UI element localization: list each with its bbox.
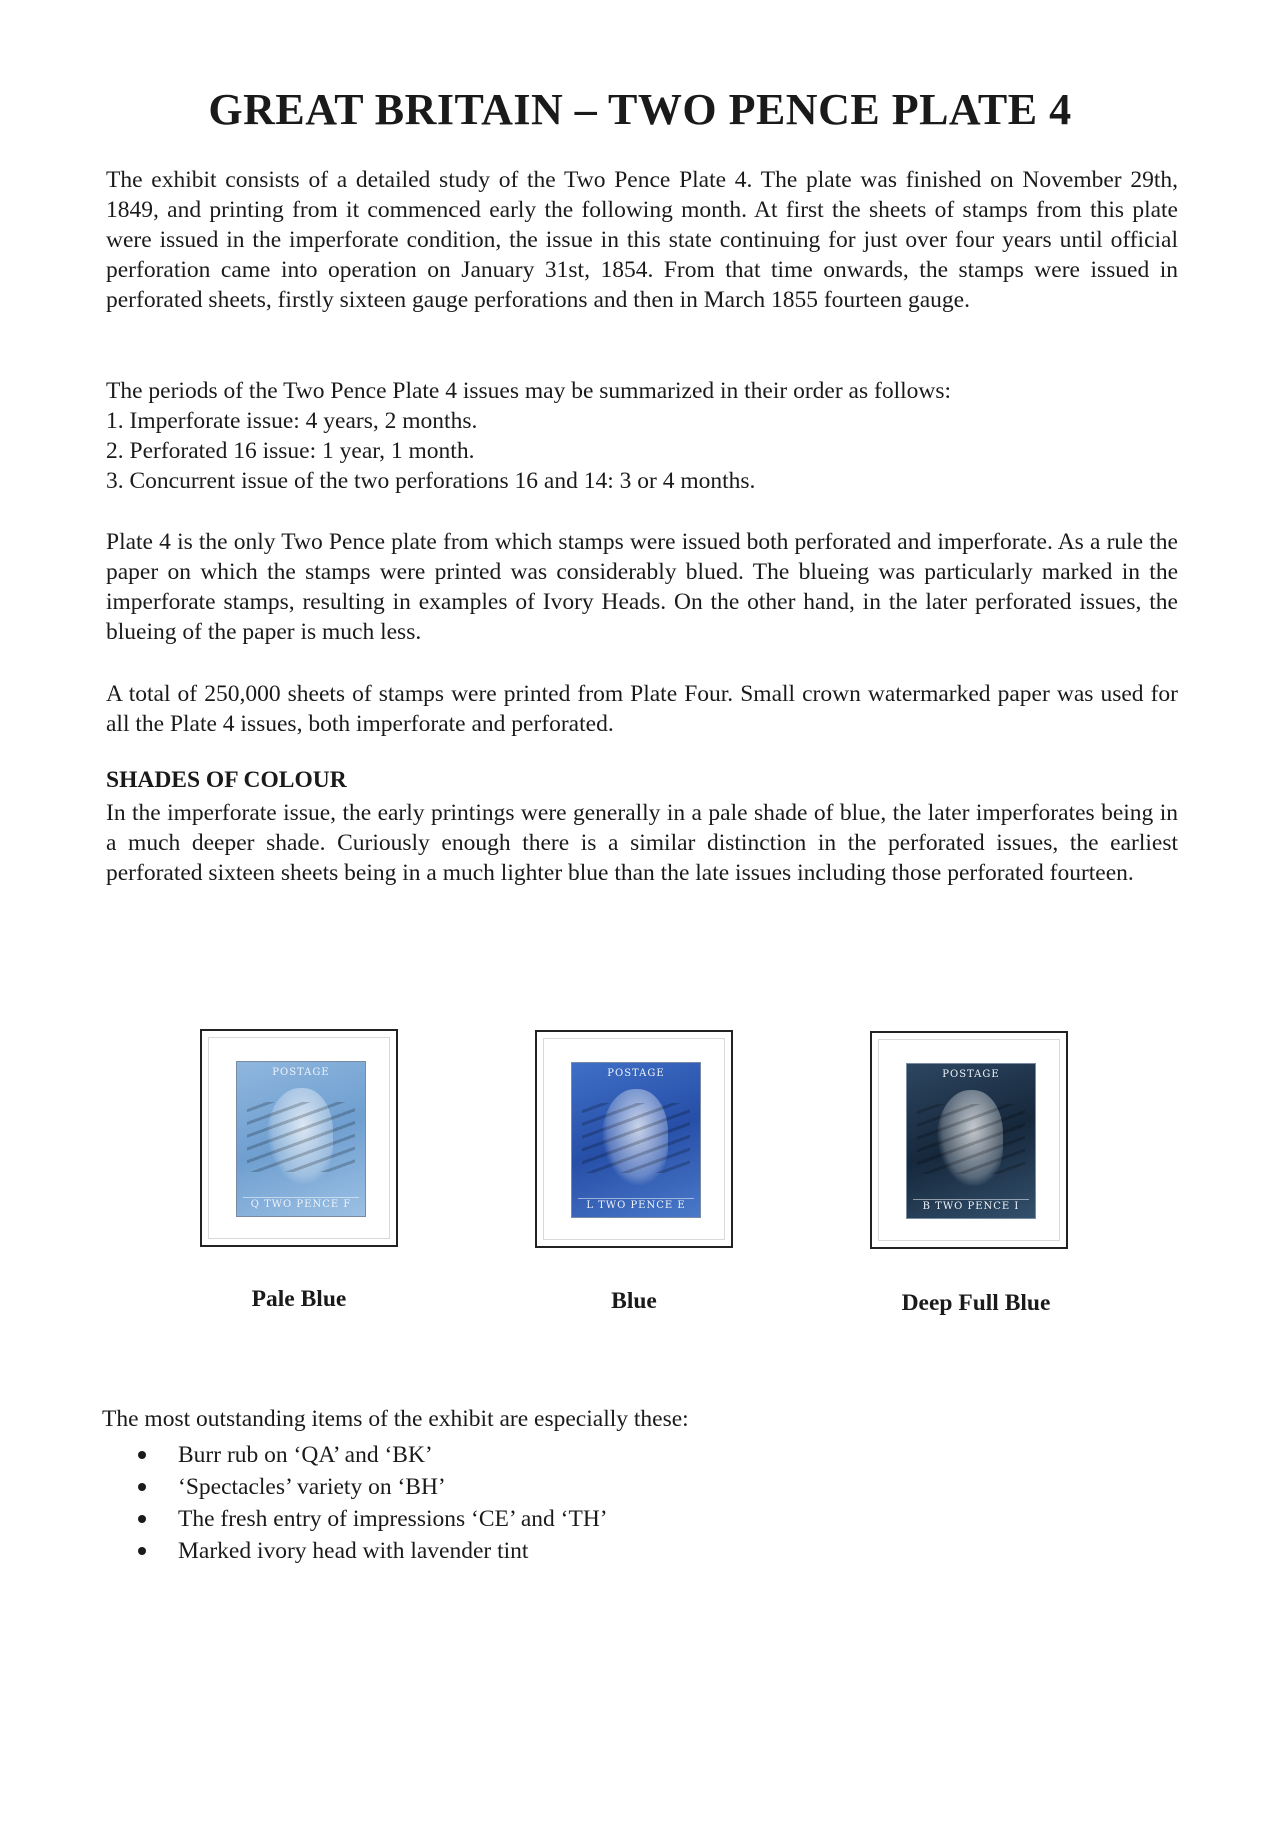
stamp-top-label: POSTAGE: [607, 1068, 665, 1079]
bullet-icon: [138, 1483, 146, 1491]
list-item-text: The fresh entry of impressions ‘CE’ and ‘TH’: [178, 1506, 608, 1532]
stamp-image-pale-blue: [236, 1061, 366, 1217]
plate-paragraph: Plate 4 is the only Two Pence plate from which stamps were issued both perforated and imperforate. As a rule the paper on which the stamps were printed was considerably blued. The blueing was particularly marked in the imperforate stamps, resulting in examples of Ivory Heads. On the other hand, in the later perforated issues, the blueing of the paper is much less.: [106, 529, 1178, 645]
stamp-bottom-label: L TWO PENCE E: [578, 1198, 694, 1213]
stamp-top-label: POSTAGE: [272, 1067, 330, 1078]
page-title: GREAT BRITAIN – TWO PENCE PLATE 4: [208, 85, 1072, 134]
list-item: [102, 1535, 608, 1567]
periods-list: [106, 376, 1178, 496]
outstanding-list: [102, 1439, 608, 1567]
stamp-top-label: POSTAGE: [942, 1069, 1000, 1080]
list-item: [102, 1503, 608, 1535]
stamp-bottom-label: B TWO PENCE I: [913, 1199, 1029, 1214]
bullet-icon: [138, 1515, 146, 1523]
cancellation-mark: [247, 1102, 355, 1172]
stamp-mount-pale-blue: [200, 1029, 398, 1247]
bullet-icon: [138, 1451, 146, 1459]
periods-lead: The periods of the Two Pence Plate 4 issues may be summarized in their order as follows:: [106, 378, 952, 404]
intro-paragraph: The exhibit consists of a detailed study of the Two Pence Plate 4. The plate was finished on November 29th, 1849, and printing from it commenced early the following month. At first the sheets of stamps from this plate were issued in the imperforate condition, the issue in this state continuing for just over four years until official perforation came into operation on January 31st, 1854. From that time onwards, the stamps were issued in perforated sheets, firstly sixteen gauge perforations and then in March 1855 fourteen gauge.: [106, 167, 1178, 313]
cancellation-mark: [582, 1103, 690, 1173]
stamp-bottom-label: Q TWO PENCE F: [243, 1197, 359, 1212]
stamp-image-blue: [571, 1062, 701, 1218]
list-item: [102, 1439, 608, 1471]
shades-paragraph: In the imperforate issue, the early printings were generally in a pale shade of blue, the later imperforates being in a much deeper shade. Curiously enough there is a similar distinction in the perforated issues, the earliest perforated sixteen sheets being in a much lighter blue than the late issues including those perforated fourteen.: [106, 800, 1178, 886]
period-item: 1. Imperforate issue: 4 years, 2 months.: [106, 408, 478, 434]
stamp-image-deep-full-blue: [906, 1063, 1036, 1219]
list-item-text: Marked ivory head with lavender tint: [178, 1538, 529, 1564]
list-item-text: ‘Spectacles’ variety on ‘BH’: [178, 1474, 446, 1500]
stamp-caption: Deep Full Blue: [901, 1290, 1051, 1316]
stamp-caption: Blue: [611, 1288, 657, 1314]
period-item: 3. Concurrent issue of the two perforations 16 and 14: 3 or 4 months.: [106, 468, 756, 494]
period-item: 2. Perforated 16 issue: 1 year, 1 month.: [106, 438, 475, 464]
list-item: [102, 1471, 608, 1503]
stamp-mount-blue: [535, 1030, 733, 1248]
shades-heading: SHADES OF COLOUR: [106, 767, 347, 793]
cancellation-mark: [917, 1104, 1025, 1174]
stamp-caption: Pale Blue: [251, 1286, 347, 1312]
sheets-paragraph: A total of 250,000 sheets of stamps were printed from Plate Four. Small crown watermarked paper was used for all the Plate 4 issues, both imperforate and perforated.: [106, 681, 1178, 737]
stamp-mount-deep-full-blue: [870, 1031, 1068, 1249]
bullet-icon: [138, 1547, 146, 1555]
outstanding-intro: The most outstanding items of the exhibit are especially these:: [102, 1406, 689, 1432]
list-item-text: Burr rub on ‘QA’ and ‘BK’: [178, 1442, 433, 1468]
